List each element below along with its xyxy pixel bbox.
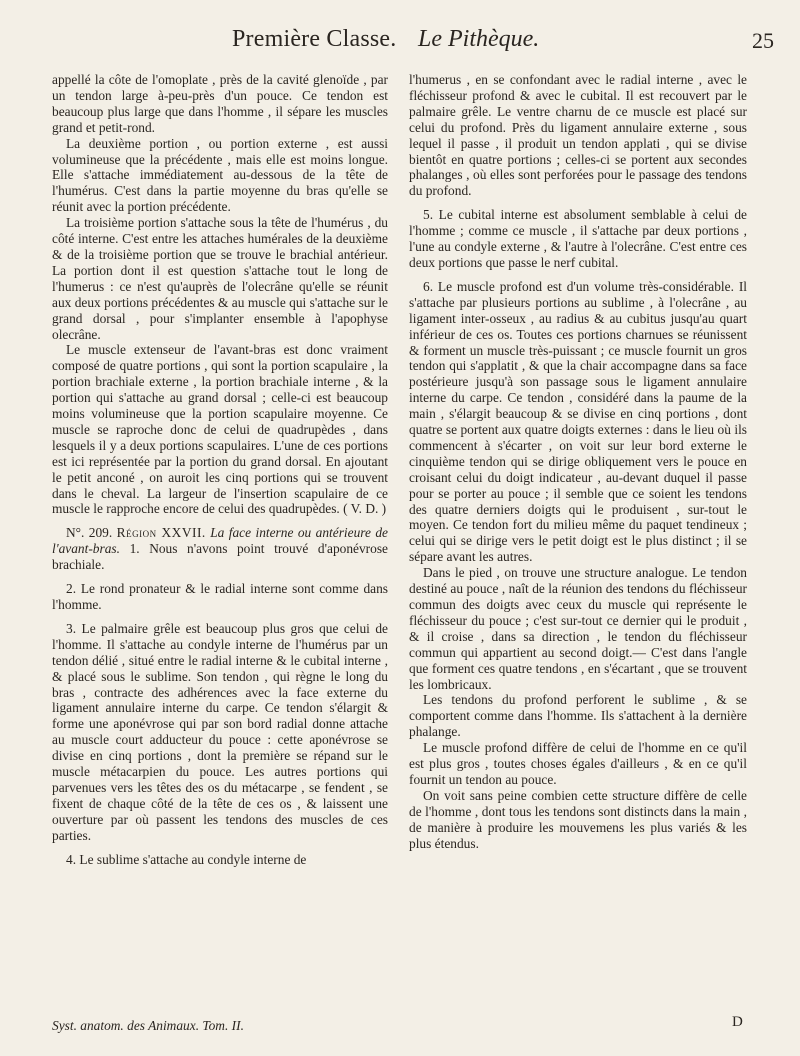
paragraph: 2. Le rond pronateur & le radial interne sont comme dans l'homme.: [52, 581, 388, 612]
paragraph: La deuxième portion , ou portion externe , est aussi volumineuse que la précédente , mais elle est moins longue. Elle s'attache immédiatement au-dessous de la tête de l'humérus. C'est dans la partie moyenne du bras qu'elle se réunit avec la portion précédente.: [52, 135, 388, 215]
paragraph: Le muscle profond diffère de celui de l'homme en ce qu'il est plus gros , toutes choses égales d'ailleurs , & en ce qu'il fournit un tendon au pouce.: [409, 740, 747, 787]
running-title-right: Le Pithèque.: [418, 26, 540, 52]
section-text: 1. Nous n'avons point trouvé d'aponévrose brachiale.: [52, 541, 388, 573]
paragraph: Les tendons du profond perforent le sublime , & se comportent comme dans l'homme. Ils s'attachent à la dernière phalange.: [409, 692, 747, 740]
paragraph: 4. Le sublime s'attache au condyle interne de: [66, 851, 307, 867]
section-title: La face interne ou antérieure de l'avant-bras.: [52, 525, 388, 557]
page-header: [0, 26, 800, 66]
paragraph: Le muscle extenseur de l'avant-bras est donc vraiment composé de quatre portions , qui sont la portion scapulaire , la portion brachiale externe , la portion brachiale interne , & la portion qui s'attache au grand dorsal ; celle-ci est beaucoup moins volumineuse que la portion scapulaire moyenne. Ce muscle se raproche donc de celui de quadrupèdes , dans lesquels il y a deux portions scapulaires. L'une de ces portions est ici représentée par la portion du grand dorsal. En ajoutant le petit anconé , on auroit les cinq portions qui se trouvent dans le cheval. La largeur de l'insertion scapulaire de ce muscle le rapproche encore de celui des quadrupèdes. ( V. D. ): [52, 342, 388, 517]
signature-mark: D: [732, 1014, 743, 1030]
section-heading: [52, 525, 388, 573]
paragraph: On voit sans peine combien cette structure diffère de celle de l'homme , dont tous les tendons sont distincts dans la main , de manière à produire les mouvemens les plus variés & les plus étendus.: [409, 787, 747, 851]
right-column: [409, 72, 747, 852]
paragraph: 5. Le cubital interne est absolument semblable à celui de l'homme ; comme ce muscle , il s'attache par deux portions , l'une au condyle externe , & l'autre à l'olecrâne. C'est entre ces deux portions que passe le nerf cubital.: [409, 207, 747, 270]
paragraph: l'humerus , en se confondant avec le radial interne , avec le fléchisseur profond & avec le cubital. Il est recouvert par le palmaire grêle. Le ventre charnu de ce muscle est placé sur celui du profond. Près du ligament annulaire externe , sous lequel il passe , il produit un tendon applati , qui se divise bientôt en quatre portions ; celles-ci se portent aux secondes phalanges , où elles sont perforées pour le passage des tendons du profond.: [409, 72, 747, 199]
running-title-left: Première Classe.: [232, 26, 397, 52]
paragraph: 6. Le muscle profond est d'un volume très-considérable. Il s'attache par plusieurs portions au sublime , à l'olecrâne , au ligament inter-osseux , au radius & au cubitus jusqu'au quart inférieur de ces os. Toutes ces portions charnues se réunissent & forment un muscle très-puissant ; ce muscle fournit un gros tendon qui s'applatit , & que la chair accompagne dans sa face postérieure jusqu'à son passage sous le ligament annulaire interne du carpe. Ce tendon , considéré dans la paume de la main , s'élargit beaucoup & se divise en cinq portions , dont quatre se portent aux quatre doigts externes : dans le lieu où ils commencent à s'écarter , on voit sur leur bord externe le cinquième tendon qui se dirige obliquement vers le pouce en croisant celui du doigt indicateur , au-devant duquel il passe pour se porter au pouce ; il semble que ce soient les tendons des quatre derniers doigts qui le produisent , sur-tout le moyen. Ce tendon fort du milieu même du paquet tendineux ; celui qui se dirige vers le petit doigt est le plus distinct ; il se sépare avant les autres.: [409, 278, 747, 565]
paragraph: La troisième portion s'attache sous la tête de l'humérus , du côté interne. C'est entre les attaches humérales de la deuxième & de la troisième portion que se trouve le brachial antérieur. La portion dont il est question s'attache tout le long de l'humerus : ce n'est qu'auprès de l'olecrâne qu'elle se réunit aux deux portions précédentes & au muscle qui s'attache sur le grand dorsal , pour s'implanter ensemble à l'apophyse olecrâne.: [52, 215, 388, 342]
section-number: N°. 209.: [66, 525, 113, 541]
page-number: 25: [752, 28, 774, 53]
running-foot: Syst. anatom. des Animaux. Tom. II.: [52, 1018, 244, 1033]
left-column: [52, 72, 388, 868]
paragraph: Dans le pied , on trouve une structure analogue. Le tendon destiné au pouce , naît de la réunion des tendons du fléchisseur commun des doigts avec ceux du muscle qui représente le fléchisseur du pouce ; c'est sur-tout ce dernier qui le produit , & il croise , dans sa direction , le tendon du fléchisseur commun qui appartient au second doigt.— C'est dans l'angle que forment ces quatre tendons , en s'écartant , que se trouvent les lombricaux.: [409, 565, 747, 692]
section-region: Région XXVII.: [116, 525, 206, 541]
paragraph: appellé la côte de l'omoplate , près de la cavité glenoïde , par un tendon large à-peu-près d'un pouce. Ce tendon est beaucoup plus large que dans l'homme , il sépare les muscles grand et petit-rond.: [52, 72, 388, 135]
paragraph: 3. Le palmaire grêle est beaucoup plus gros que celui de l'homme. Il s'attache au condyle interne de l'humérus par un tendon délié , situé entre le radial interne & le cubital interne , & placé sous le sublime. Son tendon , qui règne le long du bras , contracte des adhérences avec la face externe du ligament annulaire interne du carpe. Ce tendon s'élargit & forme une aponévrose qui par son bord radial donne attache au muscle court adducteur du pouce : cette aponévrose se divise en cinq portions , dont la première se répand sur le muscle métacarpien du pouce. Les autres portions qui parvenues vers les têtes des os du métacarpe , se fendent , se fixent de chaque côté de la tête de ces os , & laissent une ouverture par où passent les tendons des muscles de ces parties.: [52, 620, 388, 843]
